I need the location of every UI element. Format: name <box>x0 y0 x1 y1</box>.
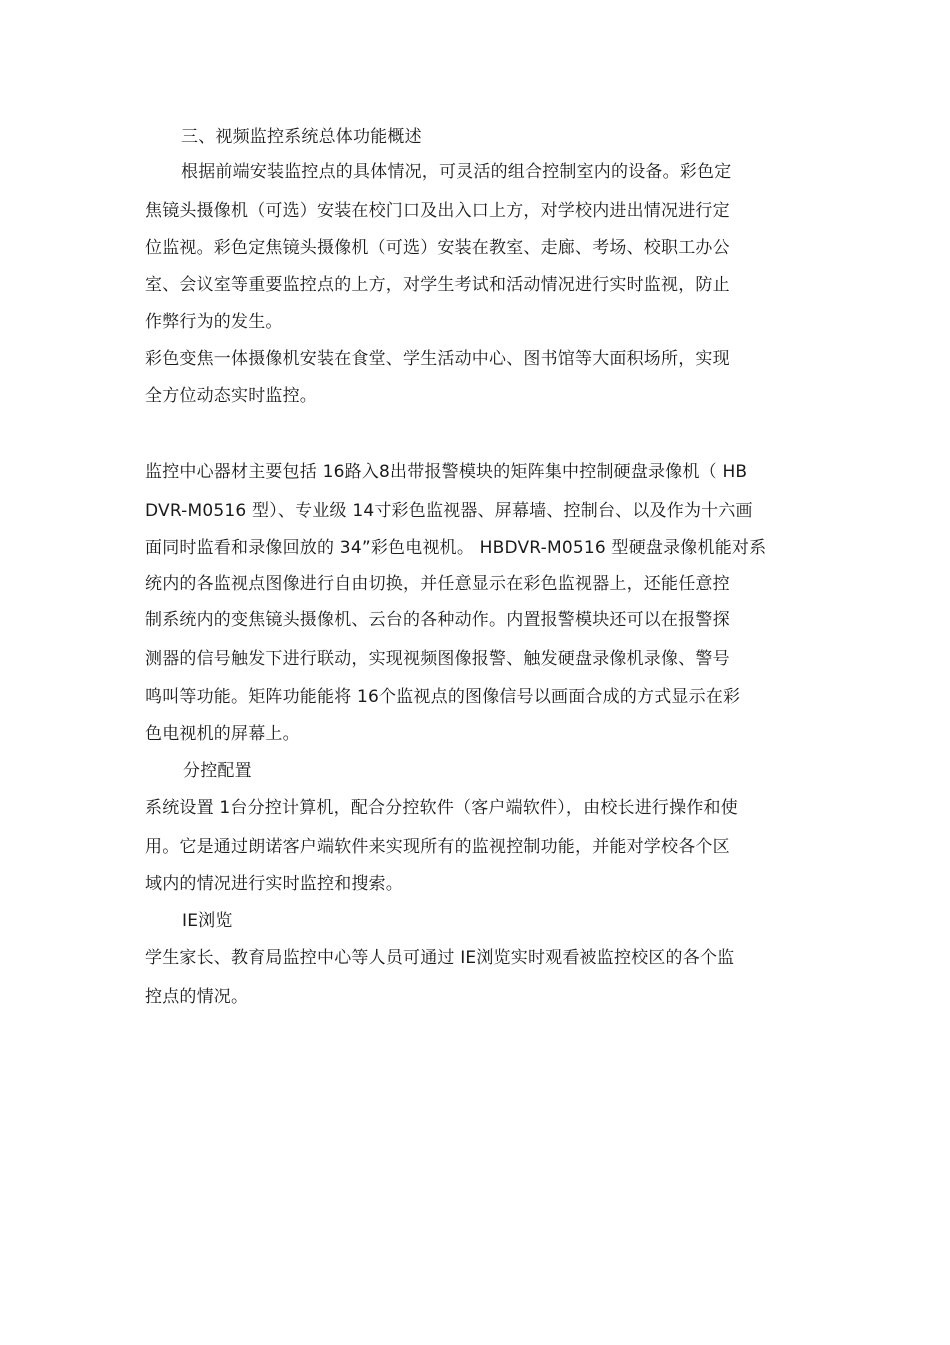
para1-line-1: 根据前端安装监控点的具体情况，可灵活的组合控制室内的设备。彩色定 <box>181 162 732 182</box>
sub-heading-branch-control: 分控配置 <box>183 761 252 781</box>
para3-line-6: 测器的信号触发下进行联动，实现视频图像报警、触发硬盘录像机录像、警号 <box>145 649 730 669</box>
para3-line-7: 鸣叫等功能。矩阵功能能将 16个监视点的图像信号以画面合成的方式显示在彩 <box>145 687 741 707</box>
para4-line-3: 域内的情况进行实时监控和搜索。 <box>145 874 403 894</box>
para3-line-3: 面同时监看和录像回放的 34”彩色电视机。 HBDVR-M0516 型硬盘录像机能对系 <box>145 538 767 558</box>
para2-line-1: 彩色变焦一体摄像机安装在食堂、学生活动中心、图书馆等大面积场所，实现 <box>145 349 730 369</box>
sub-heading-ie-browse: IE浏览 <box>182 911 233 931</box>
para5-line-2: 控点的情况。 <box>145 987 249 1007</box>
para5-line-1: 学生家长、教育局监控中心等人员可通过 IE浏览实时观看被监控校区的各个监 <box>145 948 735 968</box>
para4-line-2: 用。它是通过朗诺客户端软件来实现所有的监视控制功能，并能对学校各个区 <box>145 837 730 857</box>
para3-line-2: DVR-M0516 型）、专业级 14寸彩色监视器、屏幕墙、控制台、以及作为十六画 <box>145 501 753 521</box>
para3-line-5: 制系统内的变焦镜头摄像机、云台的各种动作。内置报警模块还可以在报警探 <box>145 610 730 630</box>
para2-line-2: 全方位动态实时监控。 <box>145 386 317 406</box>
para1-line-4: 室、会议室等重要监控点的上方，对学生考试和活动情况进行实时监视，防止 <box>145 275 730 295</box>
para4-line-1: 系统设置 1台分控计算机，配合分控软件（客户端软件），由校长进行操作和使 <box>145 798 738 818</box>
section-heading: 三、视频监控系统总体功能概述 <box>181 127 422 147</box>
para1-line-2: 焦镜头摄像机（可选）安装在校门口及出入口上方，对学校内进出情况进行定 <box>145 201 730 221</box>
para3-line-8: 色电视机的屏幕上。 <box>145 724 300 744</box>
para3-line-1: 监控中心器材主要包括 16路入8出带报警模块的矩阵集中控制硬盘录像机（ HB <box>145 462 748 482</box>
para1-line-3: 位监视。彩色定焦镜头摄像机（可选）安装在教室、走廊、考场、校职工办公 <box>145 238 730 258</box>
para1-line-5: 作弊行为的发生。 <box>145 312 283 332</box>
para3-line-4: 统内的各监视点图像进行自由切换，并任意显示在彩色监视器上，还能任意控 <box>145 574 730 594</box>
